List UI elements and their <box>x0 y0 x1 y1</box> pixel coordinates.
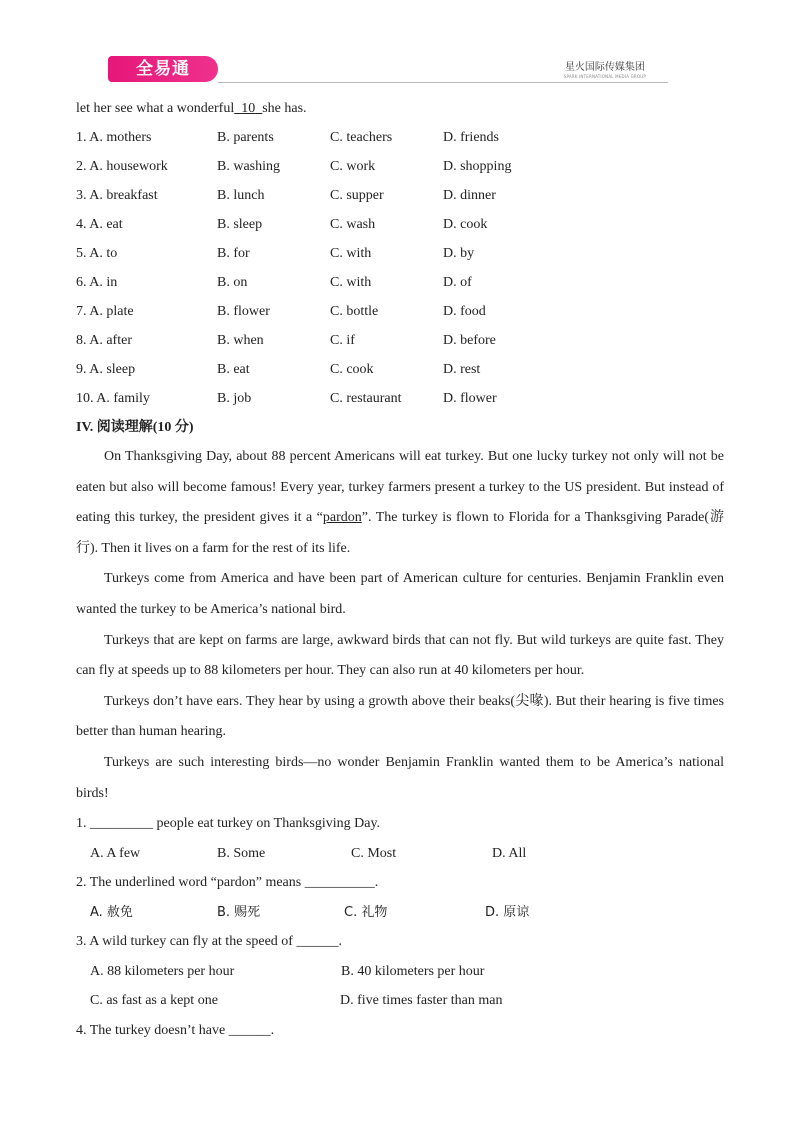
option-b: B. when <box>217 333 264 348</box>
option-b: B. lunch <box>217 188 265 203</box>
reading-paragraph-2: Turkeys come from America and have been part of American culture for centuries. Benjamin Franklin even wanted the turkey to be America’s national bird. <box>76 571 724 617</box>
option-c: C. Most <box>351 845 397 861</box>
option-a: 9. A. sleep <box>76 362 136 377</box>
option-c: C. 礼物 <box>344 904 388 920</box>
option-b: B. sleep <box>217 217 263 232</box>
option-a: 1. A. mothers <box>76 130 152 145</box>
option-b: B. 40 kilometers per hour <box>341 963 485 979</box>
option-b: B. job <box>217 391 252 406</box>
option-b: B. for <box>217 246 250 261</box>
option-a: 2. A. housework <box>76 159 168 174</box>
option-d: D. food <box>443 304 486 319</box>
option-d: D. All <box>492 845 527 861</box>
option-b: B. washing <box>217 159 280 174</box>
question-3: 3. A wild turkey can fly at the speed of ______. <box>76 934 342 950</box>
option-d: D. dinner <box>443 188 496 203</box>
option-a: 7. A. plate <box>76 304 134 319</box>
option-c: C. as fast as a kept one <box>90 993 218 1009</box>
option-c: C. wash <box>330 217 376 232</box>
option-a: A. 赦免 <box>90 904 133 920</box>
option-row <box>76 384 724 413</box>
cloze-options <box>76 123 724 413</box>
publisher-subtitle: SPARK INTERNATIONAL MEDIA GROUP <box>563 74 646 79</box>
question-1-options <box>76 839 724 869</box>
option-d: D. of <box>443 275 472 290</box>
option-b: B. parents <box>217 130 274 145</box>
option-row <box>76 326 724 355</box>
option-c: C. work <box>330 159 376 174</box>
option-a: 5. A. to <box>76 246 118 261</box>
option-row <box>76 181 724 210</box>
question-3-options-row-2 <box>76 986 724 1016</box>
option-c: C. if <box>330 333 355 348</box>
reading-paragraph-3: Turkeys that are kept on farms are large, awkward birds that can not fly. But wild turkeys are quite fast. They can fly at speeds up to 88 kilometers per hour. They can also run at 40 kilometers per hour. <box>76 632 724 679</box>
option-c: C. with <box>330 275 372 290</box>
reading-paragraph-4: Turkeys don’t have ears. They hear by using a growth above their beaks(尖喙). But their hearing is five times better than human hearing. <box>76 693 724 740</box>
option-d: D. shopping <box>443 159 512 174</box>
option-b: B. flower <box>217 304 270 319</box>
option-row <box>76 297 724 326</box>
option-c: C. bottle <box>330 304 379 319</box>
option-c: C. supper <box>330 188 384 203</box>
option-a: 4. A. eat <box>76 217 123 232</box>
question-3-options-row-1 <box>76 957 724 987</box>
underlined-word: pardon <box>322 510 362 526</box>
cloze-blank-10 <box>234 101 262 116</box>
option-b: B. 赐死 <box>217 904 261 920</box>
cloze-lead-line <box>76 94 724 123</box>
option-d: D. rest <box>443 362 481 377</box>
option-a: A. 88 kilometers per hour <box>90 963 235 979</box>
question-1: 1. _________ people eat turkey on Thanksgiving Day. <box>76 816 381 832</box>
paragraph-1-start: On Thanksgiving Day, about 88 percent Americans will eat turkey. But one lucky turkey not only will not be eaten but also will become famous! Every year, turkey farmers present a turkey to the US president. But instead of eating this turkey, the president gives it a “ <box>76 449 724 526</box>
option-c: C. teachers <box>330 130 393 145</box>
option-c: C. cook <box>330 362 374 377</box>
option-a: A. A few <box>90 845 141 861</box>
header-divider <box>218 82 668 83</box>
reading-paragraph-5: Turkeys are such interesting birds—no wonder Benjamin Franklin wanted them to be America’s national birds! <box>76 754 724 801</box>
option-a: 6. A. in <box>76 275 118 290</box>
option-c: C. with <box>330 246 372 261</box>
option-b: B. on <box>217 275 248 290</box>
option-row <box>76 210 724 239</box>
option-d: D. flower <box>443 391 497 406</box>
option-d: D. by <box>443 246 475 261</box>
option-d: D. friends <box>443 130 499 145</box>
document-body <box>76 94 724 1045</box>
paragraph-1-end: ”. The turkey is flown to Florida for a Thanksgiving Parade(游行). Then it lives on a farm for the rest of its life. <box>76 510 724 556</box>
option-b: B. eat <box>217 362 250 377</box>
option-row <box>76 152 724 181</box>
cloze-lead-end: she has. <box>262 101 307 116</box>
option-row <box>76 123 724 152</box>
publisher-name <box>564 62 646 80</box>
cloze-blank-number: 10 <box>241 101 256 116</box>
option-d: D. five times faster than man <box>340 993 503 1009</box>
question-4: 4. The turkey doesn’t have ______. <box>76 1022 275 1038</box>
option-d: D. 原谅 <box>485 904 530 920</box>
question-2-options <box>76 898 724 928</box>
publisher-title: 星火国际传媒集团 <box>564 62 645 73</box>
option-a: 3. A. breakfast <box>76 188 158 203</box>
option-a: 10. A. family <box>76 391 150 406</box>
option-a: 8. A. after <box>76 333 132 348</box>
option-c: C. restaurant <box>330 391 402 406</box>
question-2: 2. The underlined word “pardon” means __________. <box>76 875 379 891</box>
option-d: D. cook <box>443 217 488 232</box>
cloze-lead-text: let her see what a wonderful <box>76 101 235 116</box>
option-row <box>76 239 724 268</box>
section-title-reading: IV. 阅读理解(10 分) <box>76 420 194 435</box>
option-row <box>76 268 724 297</box>
page-header <box>108 54 668 86</box>
option-b: B. Some <box>217 845 266 861</box>
reading-paragraph-1 <box>76 442 724 564</box>
brand-logo: 全易通 <box>108 56 218 82</box>
option-row <box>76 355 724 384</box>
option-d: D. before <box>443 333 496 348</box>
